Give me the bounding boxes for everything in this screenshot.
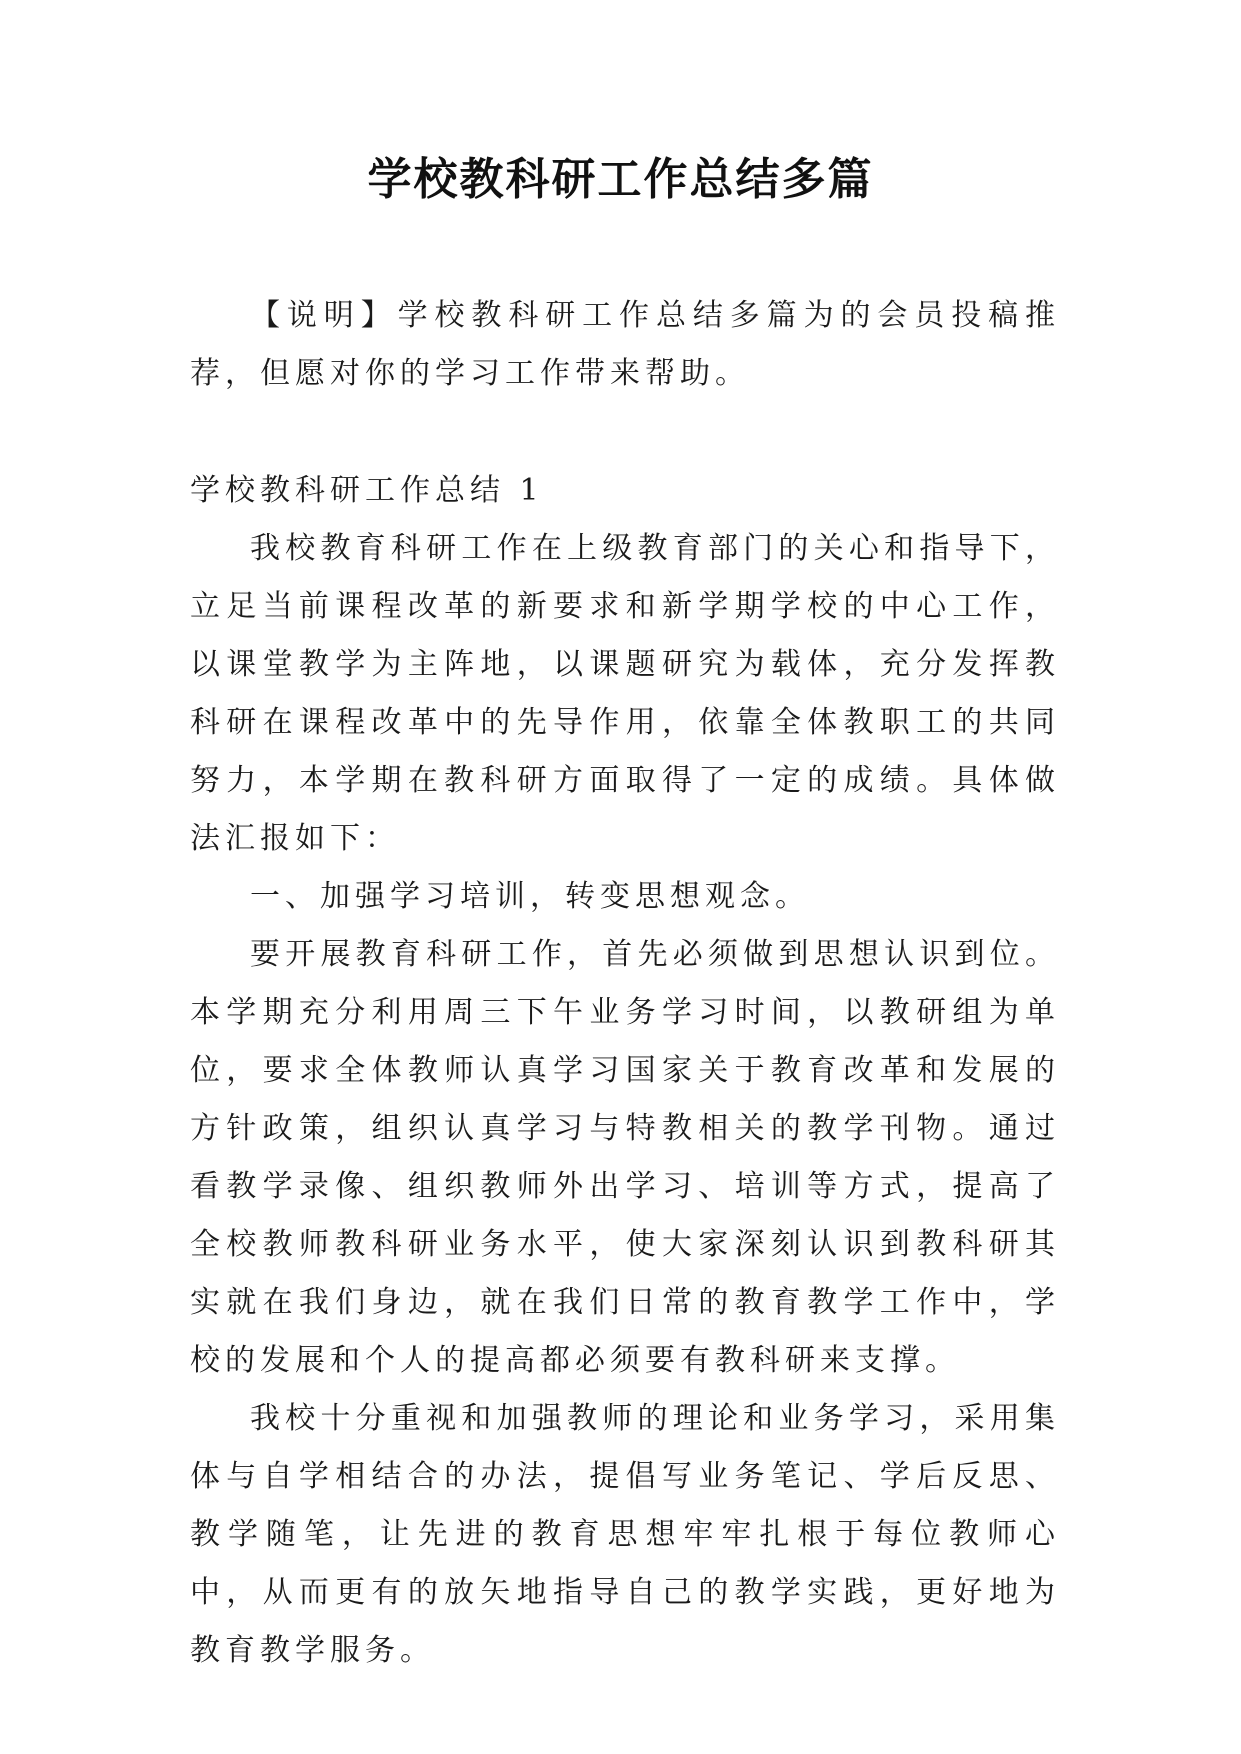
body-paragraph: 要开展教育科研工作，首先必须做到思想认识到位。本学期充分利用周三下午业务学习时间，以教研组为单位，要求全体教师认真学习国家关于教育改革和发展的方针政策，组织认真学习与特教相关的教学刊物。通过看教学录像、组织教师外出学习、培训等方式，提高了全校教师教科研业务水平，使大家深刻认识到教科研其实就在我们身边，就在我们日常的教育教学工作中，学校的发展和个人的提高都必须要有教科研来支撑。	[190, 937, 1060, 1378]
subheading-paragraph: 一、加强学习培训，转变思想观念。	[250, 879, 810, 914]
section-block	[190, 462, 1060, 1680]
intro-block	[190, 287, 1060, 403]
document-title: 学校教科研工作总结多篇	[367, 154, 874, 205]
intro-paragraph: 【说明】学校教科研工作总结多篇为的会员投稿推荐，但愿对你的学习工作带来帮助。	[190, 298, 1060, 391]
section-heading: 学校教科研工作总结 1	[190, 473, 544, 508]
body-paragraph: 我校教育科研工作在上级教育部门的关心和指导下，立足当前课程改革的新要求和新学期学校的中心工作，以课堂教学为主阵地，以课题研究为载体，充分发挥教科研在课程改革中的先导作用，依靠全体教职工的共同努力，本学期在教科研方面取得了一定的成绩。具体做法汇报如下：	[190, 531, 1060, 856]
body-paragraph: 我校十分重视和加强教师的理论和业务学习，采用集体与自学相结合的办法，提倡写业务笔记、学后反思、教学随笔，让先进的教育思想牢牢扎根于每位教师心中，从而更有的放矢地指导自己的教学实践，更好地为教育教学服务。	[190, 1401, 1060, 1668]
